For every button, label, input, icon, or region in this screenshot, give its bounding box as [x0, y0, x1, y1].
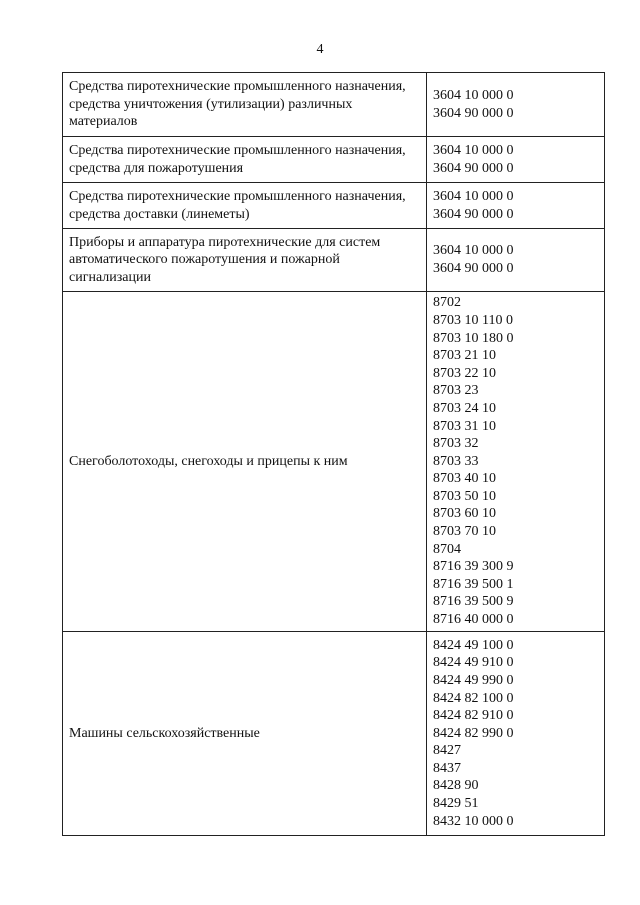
tn-ved-code: 8703 33 — [433, 453, 479, 469]
product-name-cell — [63, 73, 427, 137]
table-row — [63, 229, 605, 292]
tn-ved-code: 8429 51 — [433, 796, 479, 812]
goods-table — [62, 72, 605, 836]
product-name-cell — [63, 137, 427, 183]
product-name-cell — [63, 229, 427, 292]
tn-ved-code: 8432 10 000 0 — [433, 813, 514, 829]
tn-ved-code: 8424 82 100 0 — [433, 690, 514, 706]
tn-ved-codes-cell — [427, 73, 605, 137]
tn-ved-code: 3604 10 000 0 — [433, 243, 514, 259]
page-number: 4 — [316, 42, 324, 57]
tn-ved-code: 3604 10 000 0 — [433, 188, 514, 204]
tn-ved-codes-cell — [427, 292, 605, 632]
tn-ved-code: 8702 — [433, 295, 461, 311]
tn-ved-code: 8716 40 000 0 — [433, 612, 514, 628]
product-name-cell — [63, 632, 427, 836]
table-row — [63, 73, 605, 137]
tn-ved-code: 8437 — [433, 760, 461, 776]
tn-ved-code: 8703 22 10 — [433, 365, 496, 381]
tn-ved-code: 8424 49 910 0 — [433, 655, 514, 671]
product-name-cell — [63, 183, 427, 229]
tn-ved-code: 3604 90 000 0 — [433, 206, 514, 222]
tn-ved-code: 8703 60 10 — [433, 506, 496, 522]
product-name: Машины сельскохозяйственные — [69, 725, 260, 741]
tn-ved-code: 8703 70 10 — [433, 524, 496, 540]
tn-ved-code: 3604 10 000 0 — [433, 87, 514, 103]
tn-ved-code: 8703 32 — [433, 436, 479, 452]
tn-ved-code: 3604 90 000 0 — [433, 105, 514, 121]
product-name: Средства пиротехнические промышленного назначения, средства для пожаротушения — [69, 142, 406, 176]
tn-ved-code: 8716 39 500 9 — [433, 594, 514, 610]
tn-ved-code: 8427 — [433, 743, 461, 759]
tn-ved-code: 8703 24 10 — [433, 400, 496, 416]
tn-ved-codes-cell — [427, 229, 605, 292]
tn-ved-codes-cell — [427, 632, 605, 836]
tn-ved-code: 8716 39 500 1 — [433, 576, 514, 592]
tn-ved-code: 8703 50 10 — [433, 488, 496, 504]
tn-ved-code: 8424 82 990 0 — [433, 725, 514, 741]
table-row — [63, 137, 605, 183]
tn-ved-code: 8716 39 300 9 — [433, 559, 514, 575]
tn-ved-code: 8424 82 910 0 — [433, 708, 514, 724]
tn-ved-code: 8703 10 180 0 — [433, 330, 514, 346]
product-name: Средства пиротехнические промышленного назначения, средства уничтожения (утилизации) различных материалов — [69, 79, 406, 130]
tn-ved-code: 8703 23 — [433, 383, 479, 399]
tn-ved-code: 3604 90 000 0 — [433, 160, 514, 176]
table-row — [63, 632, 605, 836]
table-row — [63, 183, 605, 229]
tn-ved-code: 8703 31 10 — [433, 418, 496, 434]
product-name: Приборы и аппаратура пиротехнические для систем автоматического пожаротушения и пожарной сигнализации — [69, 234, 381, 285]
product-name: Средства пиротехнические промышленного назначения, средства доставки (линеметы) — [69, 188, 406, 222]
tn-ved-code: 3604 90 000 0 — [433, 261, 514, 276]
tn-ved-codes-cell — [427, 183, 605, 229]
tn-ved-code: 8703 40 10 — [433, 471, 496, 487]
tn-ved-code: 8703 10 110 0 — [433, 312, 513, 328]
tn-ved-code: 8424 49 990 0 — [433, 672, 514, 688]
tn-ved-code: 3604 10 000 0 — [433, 142, 514, 158]
product-name-cell — [63, 292, 427, 632]
tn-ved-code: 8704 — [433, 541, 461, 557]
tn-ved-code: 8424 49 100 0 — [433, 637, 514, 653]
goods-table-body — [63, 73, 605, 836]
tn-ved-codes-cell — [427, 137, 605, 183]
tn-ved-code: 8428 90 — [433, 778, 479, 794]
product-name: Снегоболотоходы, снегоходы и прицепы к ним — [69, 453, 348, 469]
tn-ved-code: 8703 21 10 — [433, 348, 496, 364]
table-row — [63, 292, 605, 632]
